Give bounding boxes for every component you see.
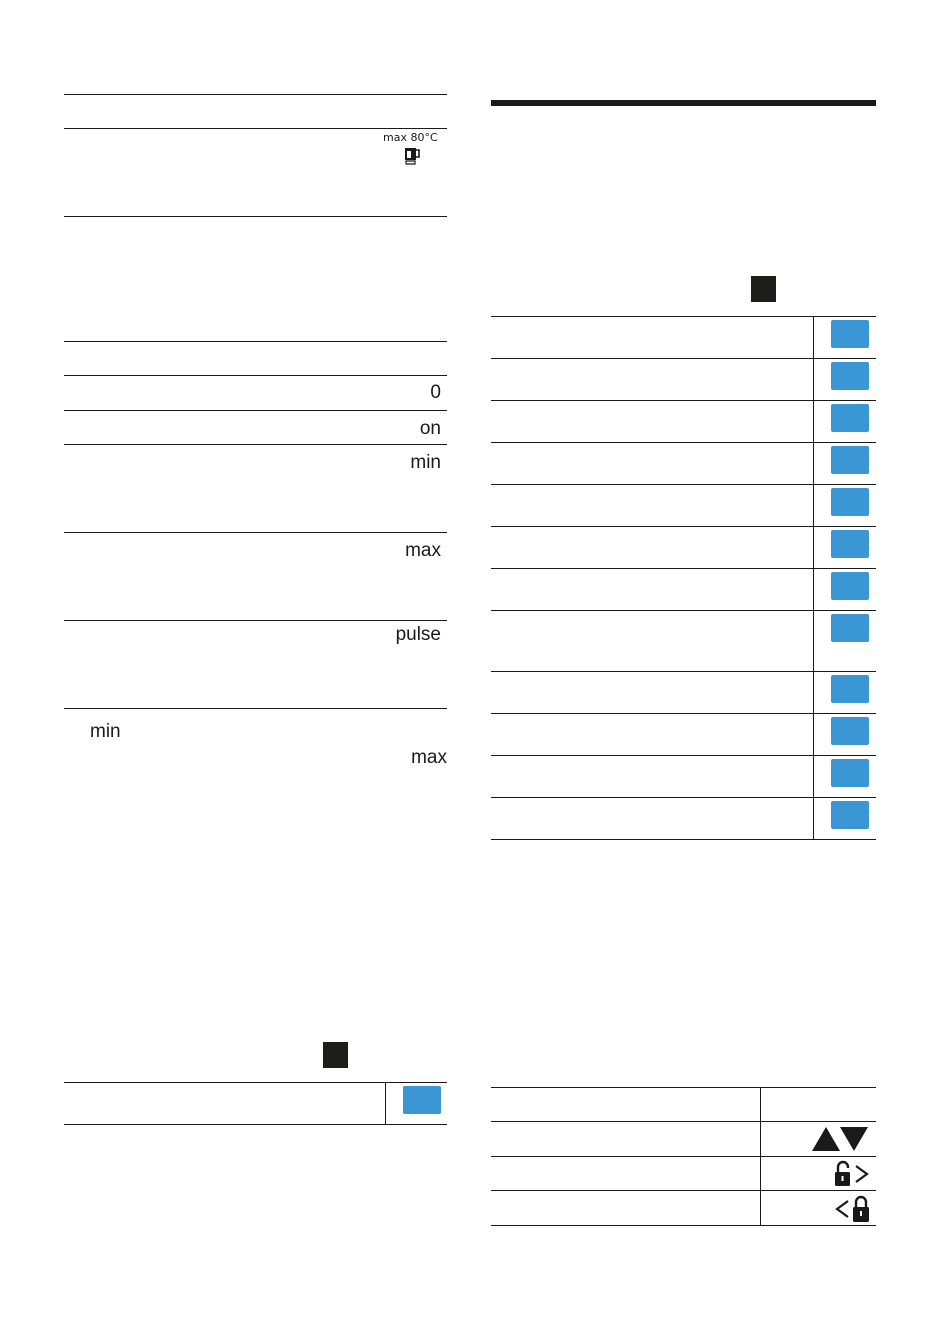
matrix-row-rule <box>491 442 876 443</box>
black-marker <box>751 276 776 302</box>
symbols-bottom-rule <box>491 1225 876 1226</box>
matrix-row-rule <box>491 797 876 798</box>
matrix-bottom-rule <box>491 839 876 840</box>
table-header-rule <box>64 128 447 129</box>
table-top-rule <box>64 94 447 95</box>
scale-max-label: max <box>411 747 447 768</box>
scale-min-label: min <box>90 721 121 742</box>
lock-icon <box>834 1194 870 1224</box>
blue-marker <box>831 404 869 432</box>
legend-top-rule <box>64 1082 447 1083</box>
matrix-row-rule <box>491 713 876 714</box>
blue-marker <box>831 488 869 516</box>
matrix-row-rule <box>491 610 876 611</box>
blue-marker <box>831 614 869 642</box>
symbols-row-rule <box>491 1190 876 1191</box>
matrix-row-rule <box>491 484 876 485</box>
up-down-arrows-icon <box>811 1126 869 1152</box>
setting-min: min <box>410 452 441 473</box>
blue-marker <box>831 362 869 390</box>
settings-row-rule <box>64 620 447 621</box>
matrix-row-rule <box>491 400 876 401</box>
blue-marker <box>831 446 869 474</box>
blue-marker <box>831 572 869 600</box>
setting-pulse: pulse <box>395 624 441 645</box>
blue-marker <box>831 320 869 348</box>
blue-marker <box>831 675 869 703</box>
blue-marker <box>831 759 869 787</box>
settings-top-rule <box>64 341 447 342</box>
matrix-top-rule <box>491 316 876 317</box>
settings-header-rule <box>64 375 447 376</box>
matrix-row-rule <box>491 358 876 359</box>
settings-bottom-rule <box>64 708 447 709</box>
blue-marker <box>831 717 869 745</box>
matrix-row-rule <box>491 526 876 527</box>
matrix-row-rule <box>491 671 876 672</box>
blue-marker <box>831 530 869 558</box>
section-heading-rule <box>491 100 876 106</box>
setting-on: on <box>419 418 441 439</box>
symbols-column-divider <box>760 1087 761 1225</box>
setting-max: max <box>405 540 441 561</box>
blue-marker <box>403 1086 441 1114</box>
matrix-column-divider <box>813 316 814 839</box>
legend-bottom-rule <box>64 1124 447 1125</box>
settings-row-rule <box>64 410 447 411</box>
legend-divider <box>385 1082 386 1124</box>
blue-marker <box>831 801 869 829</box>
symbols-row-rule <box>491 1156 876 1157</box>
settings-row-rule <box>64 444 447 445</box>
black-marker <box>323 1042 348 1068</box>
setting-zero: 0 <box>430 382 441 403</box>
table-bottom-rule <box>64 216 447 217</box>
matrix-row-rule <box>491 755 876 756</box>
max-temp-label: max 80°C <box>383 131 438 144</box>
settings-row-rule <box>64 532 447 533</box>
unlock-icon <box>834 1160 870 1188</box>
jug-icon <box>403 146 421 166</box>
symbols-header-rule <box>491 1121 876 1122</box>
symbols-top-rule <box>491 1087 876 1088</box>
matrix-row-rule <box>491 568 876 569</box>
